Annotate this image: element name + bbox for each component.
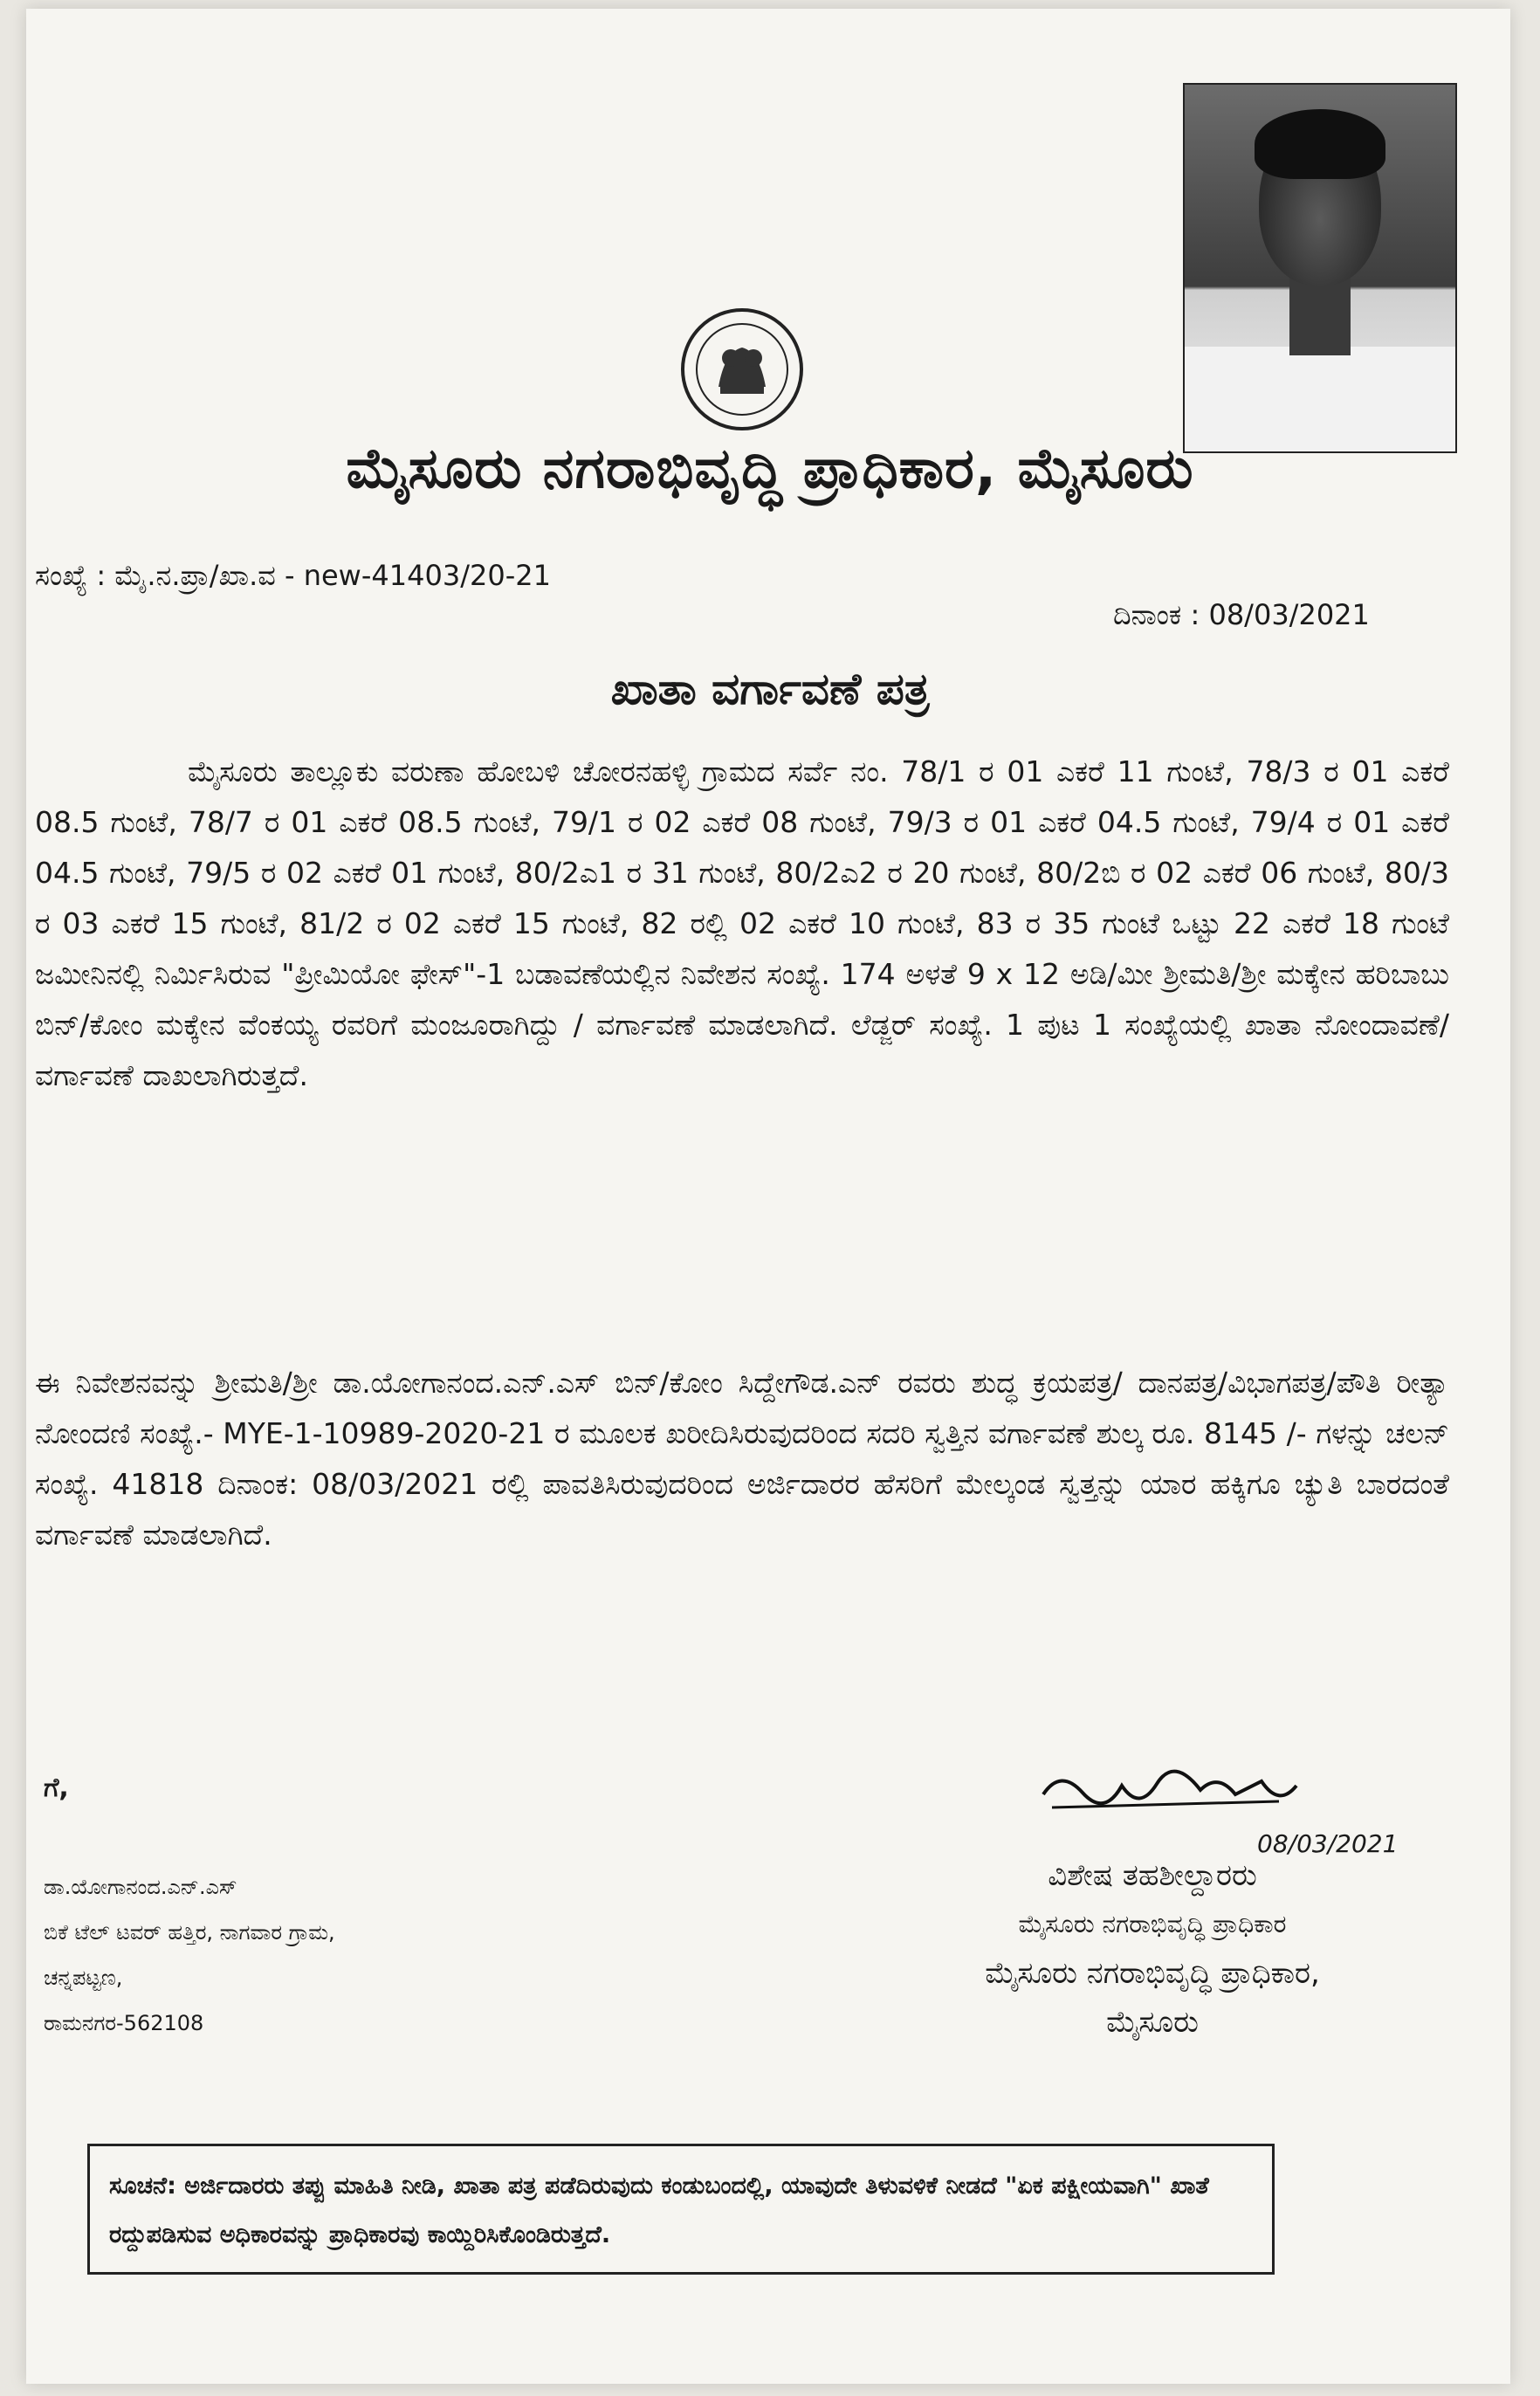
officer-line: ವಿಶೇಷ ತಹಶೀಲ್ದಾರರು: [1048, 1858, 1257, 1893]
authority-title: ಮೈಸೂರು ನಗರಾಭಿವೃದ್ಧಿ ಪ್ರಾಧಿಕಾರ, ಮೈಸೂರು: [346, 437, 1194, 501]
signature-date: 08/03/2021: [1257, 1829, 1399, 1858]
officer-designation: [908, 1851, 1397, 2047]
address-line: ಚನ್ನಪಟ್ಟಣ,: [44, 1966, 123, 1990]
recipient-address: [44, 1864, 335, 2046]
transfer-paragraph: ಈ ನಿವೇಶನವನ್ನು ಶ್ರೀಮತಿ/ಶ್ರೀ ಡಾ.ಯೋಗಾನಂದ.ಎನ್.ಎಸ್ ಬಿನ್/ಕೋಂ ಸಿದ್ದೇಗೌಡ.ಎನ್ ರವರು ಶುದ್ಧ ಕ್ರಯಪತ್ರ/ ದಾನಪತ್ರ/ವಿಭಾಗಪತ್ರ/ಪೌತಿ ರೀತ್ಯಾ ನೋಂದಣಿ ಸಂಖ್ಯೆ.- MYE-1-10989-2020-21 ರ ಮೂಲಕ ಖರೀದಿಸಿರುವುದರಿಂದ ಸದರಿ ಸ್ವತ್ತಿನ ವರ್ಗಾವಣೆ ಶುಲ್ಕ ರೂ. 8145 /- ಗಳನ್ನು ಚಲನ್ ಸಂಖ್ಯೆ. 41818 ದಿನಾಂಕ: 08/03/2021 ರಲ್ಲಿ ಪಾವತಿಸಿರುವುದರಿಂದ ಅರ್ಜಿದಾರರ ಹೆಸರಿಗೆ ಮೇಲ್ಕಂಡ ಸ್ವತ್ತನ್ನು ಯಾರ ಹಕ್ಕಿಗೂ ಚ್ಯುತಿ ಬಾರದಂತೆ ವರ್ಗಾವಣೆ ಮಾಡಲಾಗಿದೆ.: [35, 1366, 1449, 1552]
applicant-photo: [1183, 83, 1457, 453]
address-line: ರಾಮನಗರ-562108: [44, 2011, 204, 2035]
authority-emblem-icon: [677, 304, 808, 435]
caution-note: ಸೂಚನೆ: ಅರ್ಜಿದಾರರು ತಪ್ಪು ಮಾಹಿತಿ ನೀಡಿ, ಖಾತಾ ಪತ್ರ ಪಡೆದಿರುವುದು ಕಂಡುಬಂದಲ್ಲಿ, ಯಾವುದೇ ತಿಳುವಳಿಕೆ ನೀಡದೆ "ಏಕ ಪಕ್ಷೀಯವಾಗಿ" ಖಾತೆ ರದ್ದುಪಡಿಸುವ ಅಧಿಕಾರವನ್ನು ಪ್ರಾಧಿಕಾರವು ಕಾಯ್ದಿರಿಸಿಕೊಂಡಿರುತ್ತದೆ.: [87, 2144, 1275, 2275]
salutation: ಗೆ,: [44, 1773, 69, 1803]
officer-line: ಮೈಸೂರು: [1106, 2005, 1199, 2040]
officer-line: ಮೈಸೂರು ನಗರಾಭಿವೃದ್ಧಿ ಪ್ರಾಧಿಕಾರ,: [985, 1956, 1320, 1991]
officer-line: ಮೈಸೂರು ನಗರಾಭಿವೃದ್ಧಿ ಪ್ರಾಧಿಕಾರ: [1018, 1910, 1287, 1938]
address-line: ಬಿಕೆ ಟೆಲ್ ಟವರ್ ಹತ್ತಿರ, ನಾಗವಾರ ಗ್ರಾಮ,: [44, 1920, 335, 1945]
document-subject: ಖಾತಾ ವರ್ಗಾವಣೆ ಪತ್ರ: [610, 664, 930, 714]
property-details-paragraph: ಮೈಸೂರು ತಾಲ್ಲೂಕು ವರುಣಾ ಹೋಬಳಿ ಚೋರನಹಳ್ಳಿ ಗ್ರಾಮದ ಸರ್ವೆ ನಂ. 78/1 ರ 01 ಎಕರೆ 11 ಗುಂಟೆ, 78/3 ರ 01 ಎಕರೆ 08.5 ಗುಂಟೆ, 78/7 ರ 01 ಎಕರೆ 08.5 ಗುಂಟೆ, 79/1 ರ 02 ಎಕರೆ 08 ಗುಂಟೆ, 79/3 ರ 01 ಎಕರೆ 04.5 ಗುಂಟೆ, 79/4 ರ 01 ಎಕರೆ 04.5 ಗುಂಟೆ, 79/5 ರ 02 ಎಕರೆ 01 ಗುಂಟೆ, 80/2ಎ1 ರ 31 ಗುಂಟೆ, 80/2ಎ2 ರ 20 ಗುಂಟೆ, 80/2ಬಿ ರ 02 ಎಕರೆ 06 ಗುಂಟೆ, 80/3 ರ 03 ಎಕರೆ 15 ಗುಂಟೆ, 81/2 ರ 02 ಎಕರೆ 15 ಗುಂಟೆ, 82 ರಲ್ಲಿ 02 ಎಕರೆ 10 ಗುಂಟೆ, 83 ರ 35 ಗುಂಟೆ ಒಟ್ಟು 22 ಎಕರೆ 18 ಗುಂಟೆ ಜಮೀನಿನಲ್ಲಿ ನಿರ್ಮಿಸಿರುವ "ಪ್ರೀಮಿಯೋ ಫೇಸ್"-1 ಬಡಾವಣೆಯಲ್ಲಿನ ನಿವೇಶನ ಸಂಖ್ಯೆ. 174 ಅಳತೆ 9 x 12 ಅಡಿ/ಮೀ ಶ್ರೀಮತಿ/ಶ್ರೀ ಮಕ್ಕೇನ ಹರಿಬಾಬು ಬಿನ್/ಕೋಂ ಮಕ್ಕೇನ ವೆಂಕಯ್ಯ ರವರಿಗೆ ಮಂಜೂರಾಗಿದ್ದು / ವರ್ಗಾವಣೆ ಮಾಡಲಾಗಿದೆ. ಲೆಡ್ಜರ್ ಸಂಖ್ಯೆ. 1 ಪುಟ 1 ಸಂಖ್ಯೆಯಲ್ಲಿ ಖಾತಾ ನೋಂದಾವಣೆ/ ವರ್ಗಾವಣೆ ದಾಖಲಾಗಿರುತ್ತದೆ.: [35, 754, 1449, 1092]
issue-date: ದಿನಾಂಕ : 08/03/2021: [1113, 598, 1370, 631]
address-line: ಡಾ.ಯೋಗಾನಂದ.ಎನ್.ಎಸ್: [44, 1875, 237, 1899]
reference-number: ಸಂಖ್ಯೆ : ಮೈ.ನ.ಪ್ರಾ/ಖಾ.ವ - new-41403/20-21: [35, 559, 551, 592]
